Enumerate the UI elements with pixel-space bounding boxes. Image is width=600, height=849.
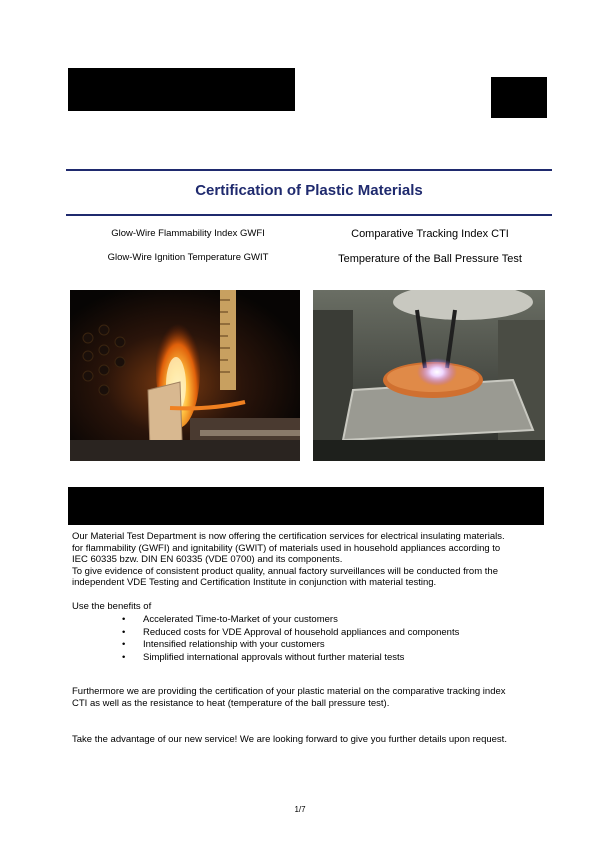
benefit-item: • Intensified relationship with your customers <box>122 639 522 652</box>
benefit-item: • Reduced costs for VDE Approval of household appliances and components <box>122 627 522 640</box>
redacted-banner <box>68 487 544 525</box>
benefits-intro: Use the benefits of <box>72 601 152 612</box>
subheading-ball-pressure: Temperature of the Ball Pressure Test <box>338 253 522 265</box>
benefit-item: • Simplified international approvals without further material tests <box>122 652 522 665</box>
redacted-badge <box>491 77 547 118</box>
benefits-list <box>122 614 522 664</box>
intro-line: independent VDE Testing and Certification Institute in conjunction with material testing. <box>72 577 437 588</box>
closing-paragraph: Take the advantage of our new service! We are looking forward to give you further details upon request. <box>72 734 507 745</box>
subheading-gwfi: Glow-Wire Flammability Index GWFI <box>111 228 265 239</box>
further-line: CTI as well as the resistance to heat (temperature of the ball pressure test). <box>72 697 390 709</box>
benefit-item: • Accelerated Time-to-Market of your customers <box>122 614 522 627</box>
tracking-index-test-photo <box>313 290 545 461</box>
page-title: Certification of Plastic Materials <box>195 182 423 199</box>
intro-paragraph <box>72 531 548 589</box>
further-line: Furthermore we are providing the certification of your plastic material on the comparative tracking index <box>72 686 506 697</box>
subheading-cti: Comparative Tracking Index CTI <box>351 228 509 240</box>
title-rule-bottom <box>66 214 552 216</box>
intro-line: Our Material Test Department is now offering the certification services for electrical insulating materials. <box>72 531 505 542</box>
intro-line: for flammability (GWFI) and ignitability (GWIT) of materials used in household appliances according to <box>72 542 501 554</box>
title-rule-top <box>66 169 552 171</box>
subheading-gwit: Glow-Wire Ignition Temperature GWIT <box>107 252 269 263</box>
intro-line: IEC 60335 bzw. DIN EN 60335 (VDE 0700) and its components. <box>72 554 343 565</box>
redacted-logo <box>68 68 295 111</box>
glow-wire-test-photo <box>70 290 300 461</box>
page-number: 1/7 <box>294 805 306 814</box>
intro-line: To give evidence of consistent product quality, annual factory surveillances will be conducted from the <box>72 565 498 577</box>
further-paragraph <box>72 686 548 709</box>
